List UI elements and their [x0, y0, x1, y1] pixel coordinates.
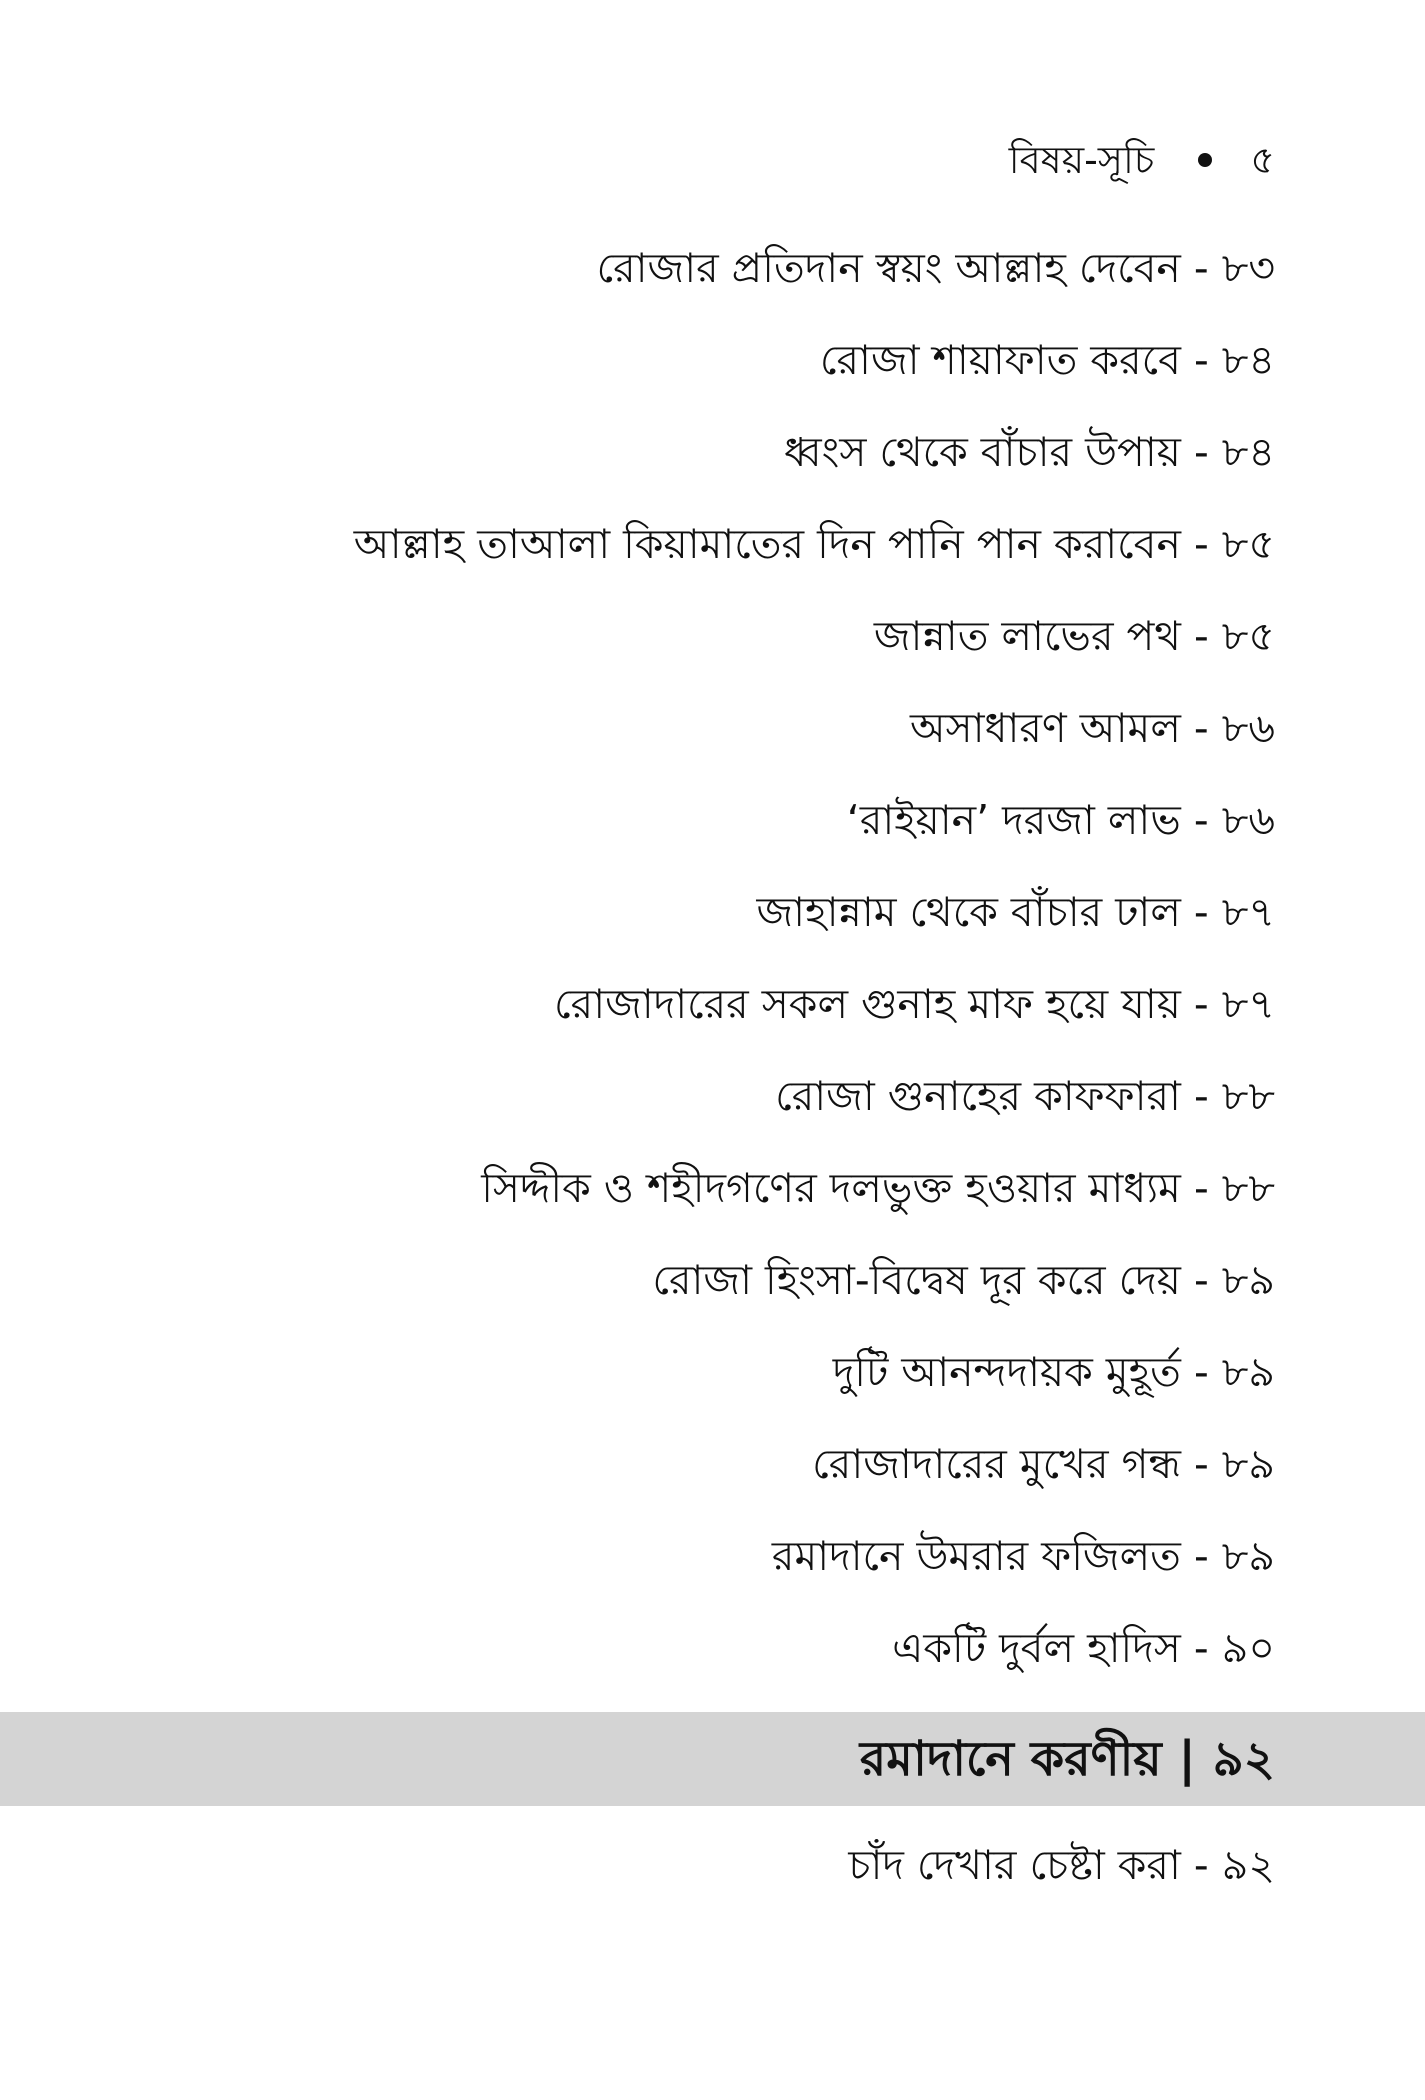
toc-entry[interactable]: অসাধারণ আমল - ৮৬: [910, 704, 1275, 752]
section-heading[interactable]: রমাদানে করণীয় | ৯২: [859, 1731, 1275, 1787]
table-of-contents: [175, 238, 1275, 1710]
toc-entry[interactable]: জান্নাত লাভের পথ - ৮৫: [873, 612, 1275, 660]
toc-entry[interactable]: রোজাদারের সকল গুনাহ মাফ হয়ে যায় - ৮৭: [554, 980, 1275, 1028]
running-header-title: বিষয়-সূচি: [1008, 138, 1155, 182]
toc-entry[interactable]: দুটি আনন্দদায়ক মুহূর্ত - ৮৯: [832, 1348, 1275, 1396]
toc-entry[interactable]: রোজা হিংসা-বিদ্বেষ দূর করে দেয় - ৮৯: [652, 1256, 1275, 1304]
bullet-separator: [1198, 153, 1212, 167]
toc-entry[interactable]: সিদ্দীক ও শহীদগণের দলভুক্ত হওয়ার মাধ্যম - ৮৮: [481, 1164, 1275, 1212]
toc-entry[interactable]: রোজা শায়াফাত করবে - ৮৪: [819, 336, 1275, 384]
toc-entry[interactable]: জাহান্নাম থেকে বাঁচার ঢাল - ৮৭: [756, 888, 1275, 936]
toc-entry[interactable]: রমাদানে উমরার ফজিলত - ৮৯: [771, 1532, 1275, 1580]
toc-entry[interactable]: ‘রাইয়ান’ দরজা লাভ - ৮৬: [846, 796, 1275, 844]
toc-entry[interactable]: একটি দুর্বল হাদিস - ৯০: [892, 1624, 1275, 1672]
toc-entry[interactable]: আল্লাহ তাআলা কিয়ামাতের দিন পানি পান করাবেন - ৮৫: [353, 520, 1275, 568]
page-number: ৫: [1250, 138, 1275, 182]
section-band: [0, 1712, 1425, 1806]
toc-entry[interactable]: রোজা গুনাহের কাফফারা - ৮৮: [775, 1072, 1275, 1120]
toc-entry[interactable]: রোজার প্রতিদান স্বয়ং আল্লাহ দেবেন - ৮৩: [596, 244, 1275, 292]
toc-entry[interactable]: ধ্বংস থেকে বাঁচার উপায় - ৮৪: [783, 428, 1275, 476]
toc-entry[interactable]: রোজাদারের মুখের গন্ধ - ৮৯: [812, 1440, 1275, 1488]
toc-entry[interactable]: চাঁদ দেখার চেষ্টা করা - ৯২: [848, 1841, 1275, 1889]
running-header: [1009, 130, 1275, 190]
